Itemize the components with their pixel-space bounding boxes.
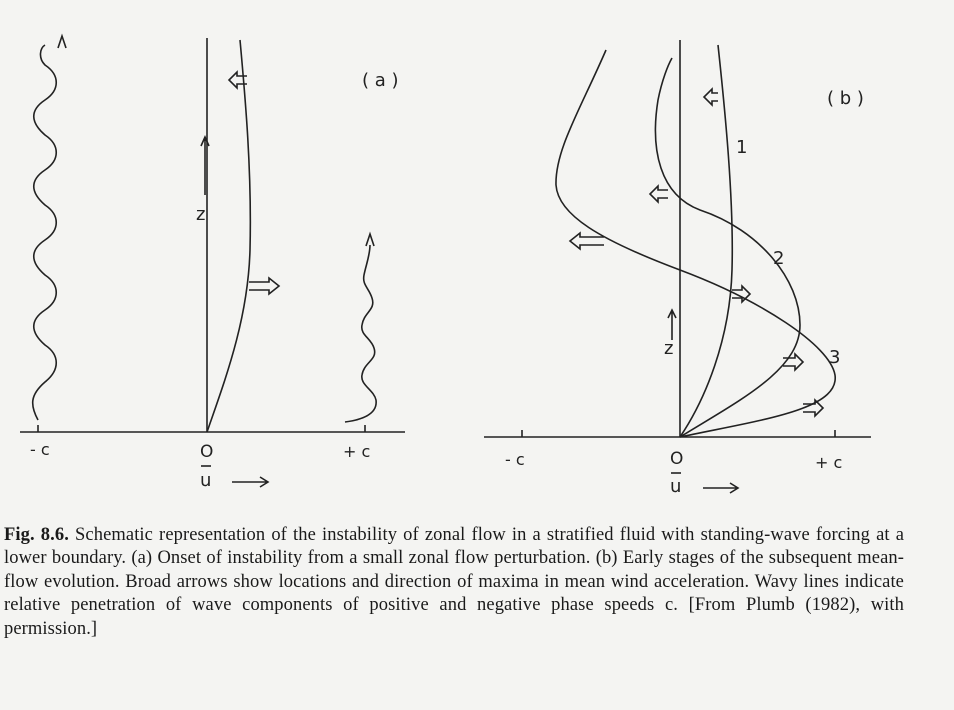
figure-caption [4, 524, 904, 642]
panel-a-ubar-label: u [200, 470, 212, 491]
panel-b-curve-2-label: 2 [773, 248, 785, 269]
panel-b-curve-1-label: 1 [736, 137, 748, 158]
panel-b-broad-arrow-6 [803, 400, 823, 416]
figure-caption-text: Schematic representation of the instability of zonal flow in a stratified fluid with standing-wave forcing at a lower boundary. (a) Onset of instability from a small zonal flow perturbation. (b) Early stages of the subsequent mean-flow evolution. Broad arrows show locations and direction of maxima in mean wind acceleration. Wavy lines indicate relative penetration of wave components of positive and negative phase speeds c. [From Plumb (1982), with permission.] [4, 524, 904, 639]
panel-a-left-wavy-line [33, 45, 57, 420]
panel-a-lower-broad-arrow [249, 278, 279, 294]
panel-a-plus-c-label: + c [343, 442, 371, 461]
panel-b-curve-3 [556, 50, 835, 437]
panel-a-z-label: z [196, 204, 206, 225]
panel-a-mean-flow-profile [207, 40, 250, 432]
panel-b-curve-3-label: 3 [829, 347, 841, 368]
panel-a-left-wavy-head [58, 36, 66, 48]
panel-a [20, 36, 405, 487]
panel-a-right-wavy-head [366, 234, 374, 246]
panel-b-label: ( b ) [827, 88, 864, 109]
panel-b-broad-arrow-3 [570, 233, 604, 249]
panel-a-origin-label: O [200, 442, 214, 462]
panel-b [484, 40, 871, 493]
panel-b-ubar-label: u [670, 476, 682, 497]
panel-a-u-arrow [232, 477, 268, 487]
panel-b-u-arrow [703, 483, 738, 493]
panel-a-minus-c-label: - c [30, 440, 50, 459]
panel-b-plus-c-label: + c [815, 453, 843, 472]
panel-b-broad-arrow-2 [650, 186, 668, 202]
panel-b-broad-arrow-1 [704, 89, 718, 105]
panel-b-origin-label: O [670, 449, 684, 469]
panel-a-label: ( a ) [362, 70, 399, 91]
figure-number: Fig. 8.6. [4, 524, 69, 545]
panel-b-z-label: z [664, 338, 674, 359]
panel-b-minus-c-label: - c [505, 450, 525, 469]
panel-b-curve-1 [680, 45, 732, 437]
panel-a-right-wavy-line [345, 245, 376, 422]
panel-b-z-arrow [668, 310, 676, 340]
